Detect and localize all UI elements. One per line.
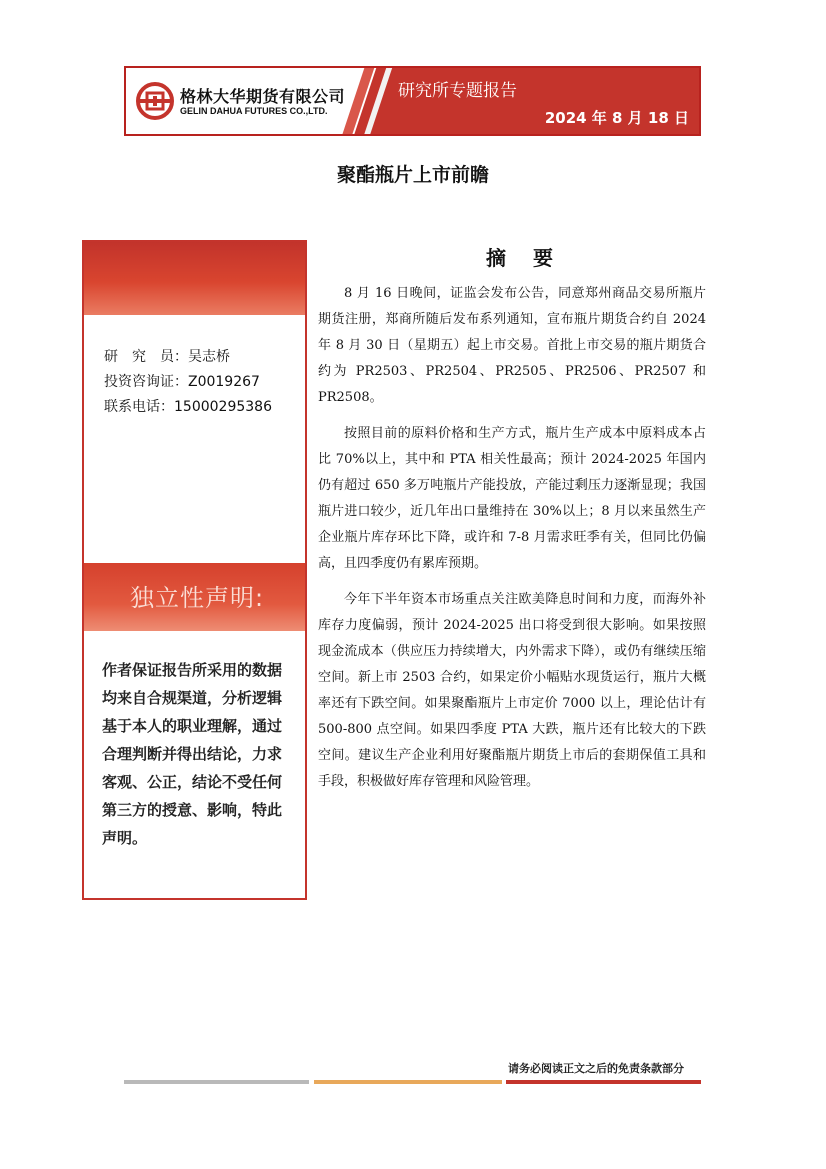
report-header — [124, 66, 701, 136]
report-type: 研究所专题报告 — [398, 81, 517, 101]
analyst-info — [104, 345, 272, 420]
footer-divider-gray — [124, 1080, 309, 1084]
report-date: 2024 年 8 月 18 日 — [544, 109, 689, 127]
declaration-banner — [84, 563, 305, 631]
declaration-text: 作者保证报告所采用的数据均来自合规渠道，分析逻辑基于本人的职业理解，通过合理判断并得出结论，力求客观、公正，结论不受任何第三方的授意、影响，特此声明。 — [102, 661, 283, 847]
disclaimer-note: 请务必阅读正文之后的免责条款部分 — [508, 1062, 684, 1075]
analyst-license: 投资咨询证：Z0019267 — [104, 374, 260, 390]
analyst-sidebar — [82, 240, 307, 900]
company-name-cn: 格林大华期货有限公司 — [180, 87, 346, 106]
company-name-en: GELIN DAHUA FUTURES CO.,LTD. — [180, 106, 328, 116]
footer-divider-orange — [314, 1080, 502, 1084]
abstract-body — [318, 281, 706, 805]
abstract-paragraph: 今年下半年资本市场重点关注欧美降息时间和力度，而海外补库存力度偏弱，预计 2024-2025 出口将受到很大影响。如果按照现金流成本（供应压力持续增大，内外需求下降），或仍有继续压缩空间。新上市 2503 合约，如果定价小幅贴水现货运行，瓶片大概率还有下跌空间。如果聚酯瓶片上市定价 7000 以上，理论估计有 500-800 点空间。如果四季度 PTA 大跌，瓶片还有比较大的下跌空间。建议生产企业利用好聚酯瓶片期货上市后的套期保值工具和手段，积极做好库存管理和风险管理。 — [318, 592, 706, 789]
company-logo — [136, 82, 356, 122]
abstract-paragraph: 按照目前的原料价格和生产方式，瓶片生产成本中原料成本占比 70%以上，其中和 PTA 相关性最高；预计 2024-2025 年国内仍有超过 650 多万吨瓶片产能投放，产能过剩压力逐渐显现；我国瓶片进口较少，近几年出口量维持在 30%以上；8 月以来虽然生产企业瓶片库存环比下降，或许和 7-8 月需求旺季有关，但同比仍偏高，且四季度仍有累库预期。 — [318, 426, 706, 571]
abstract-heading: 摘 要 — [486, 246, 563, 270]
footer-divider-red — [506, 1080, 701, 1084]
analyst-name: 研 究 员：吴志桥 — [104, 349, 230, 365]
analyst-phone: 联系电话：15000295386 — [104, 399, 272, 415]
declaration-title: 独立性声明: — [130, 584, 265, 612]
page-title: 聚酯瓶片上市前瞻 — [336, 164, 489, 186]
sidebar-top-banner — [84, 242, 305, 315]
company-logo-icon — [136, 82, 174, 120]
abstract-paragraph: 8 月 16 日晚间，证监会发布公告，同意郑州商品交易所瓶片期货注册，郑商所随后发布系列通知，宣布瓶片期货合约自 2024 年 8 月 30 日（星期五）起上市交易。首批上市交易的瓶片期货合约为 PR2503、PR2504、PR2505、PR2506、PR2507 和 PR2508。 — [318, 286, 706, 405]
